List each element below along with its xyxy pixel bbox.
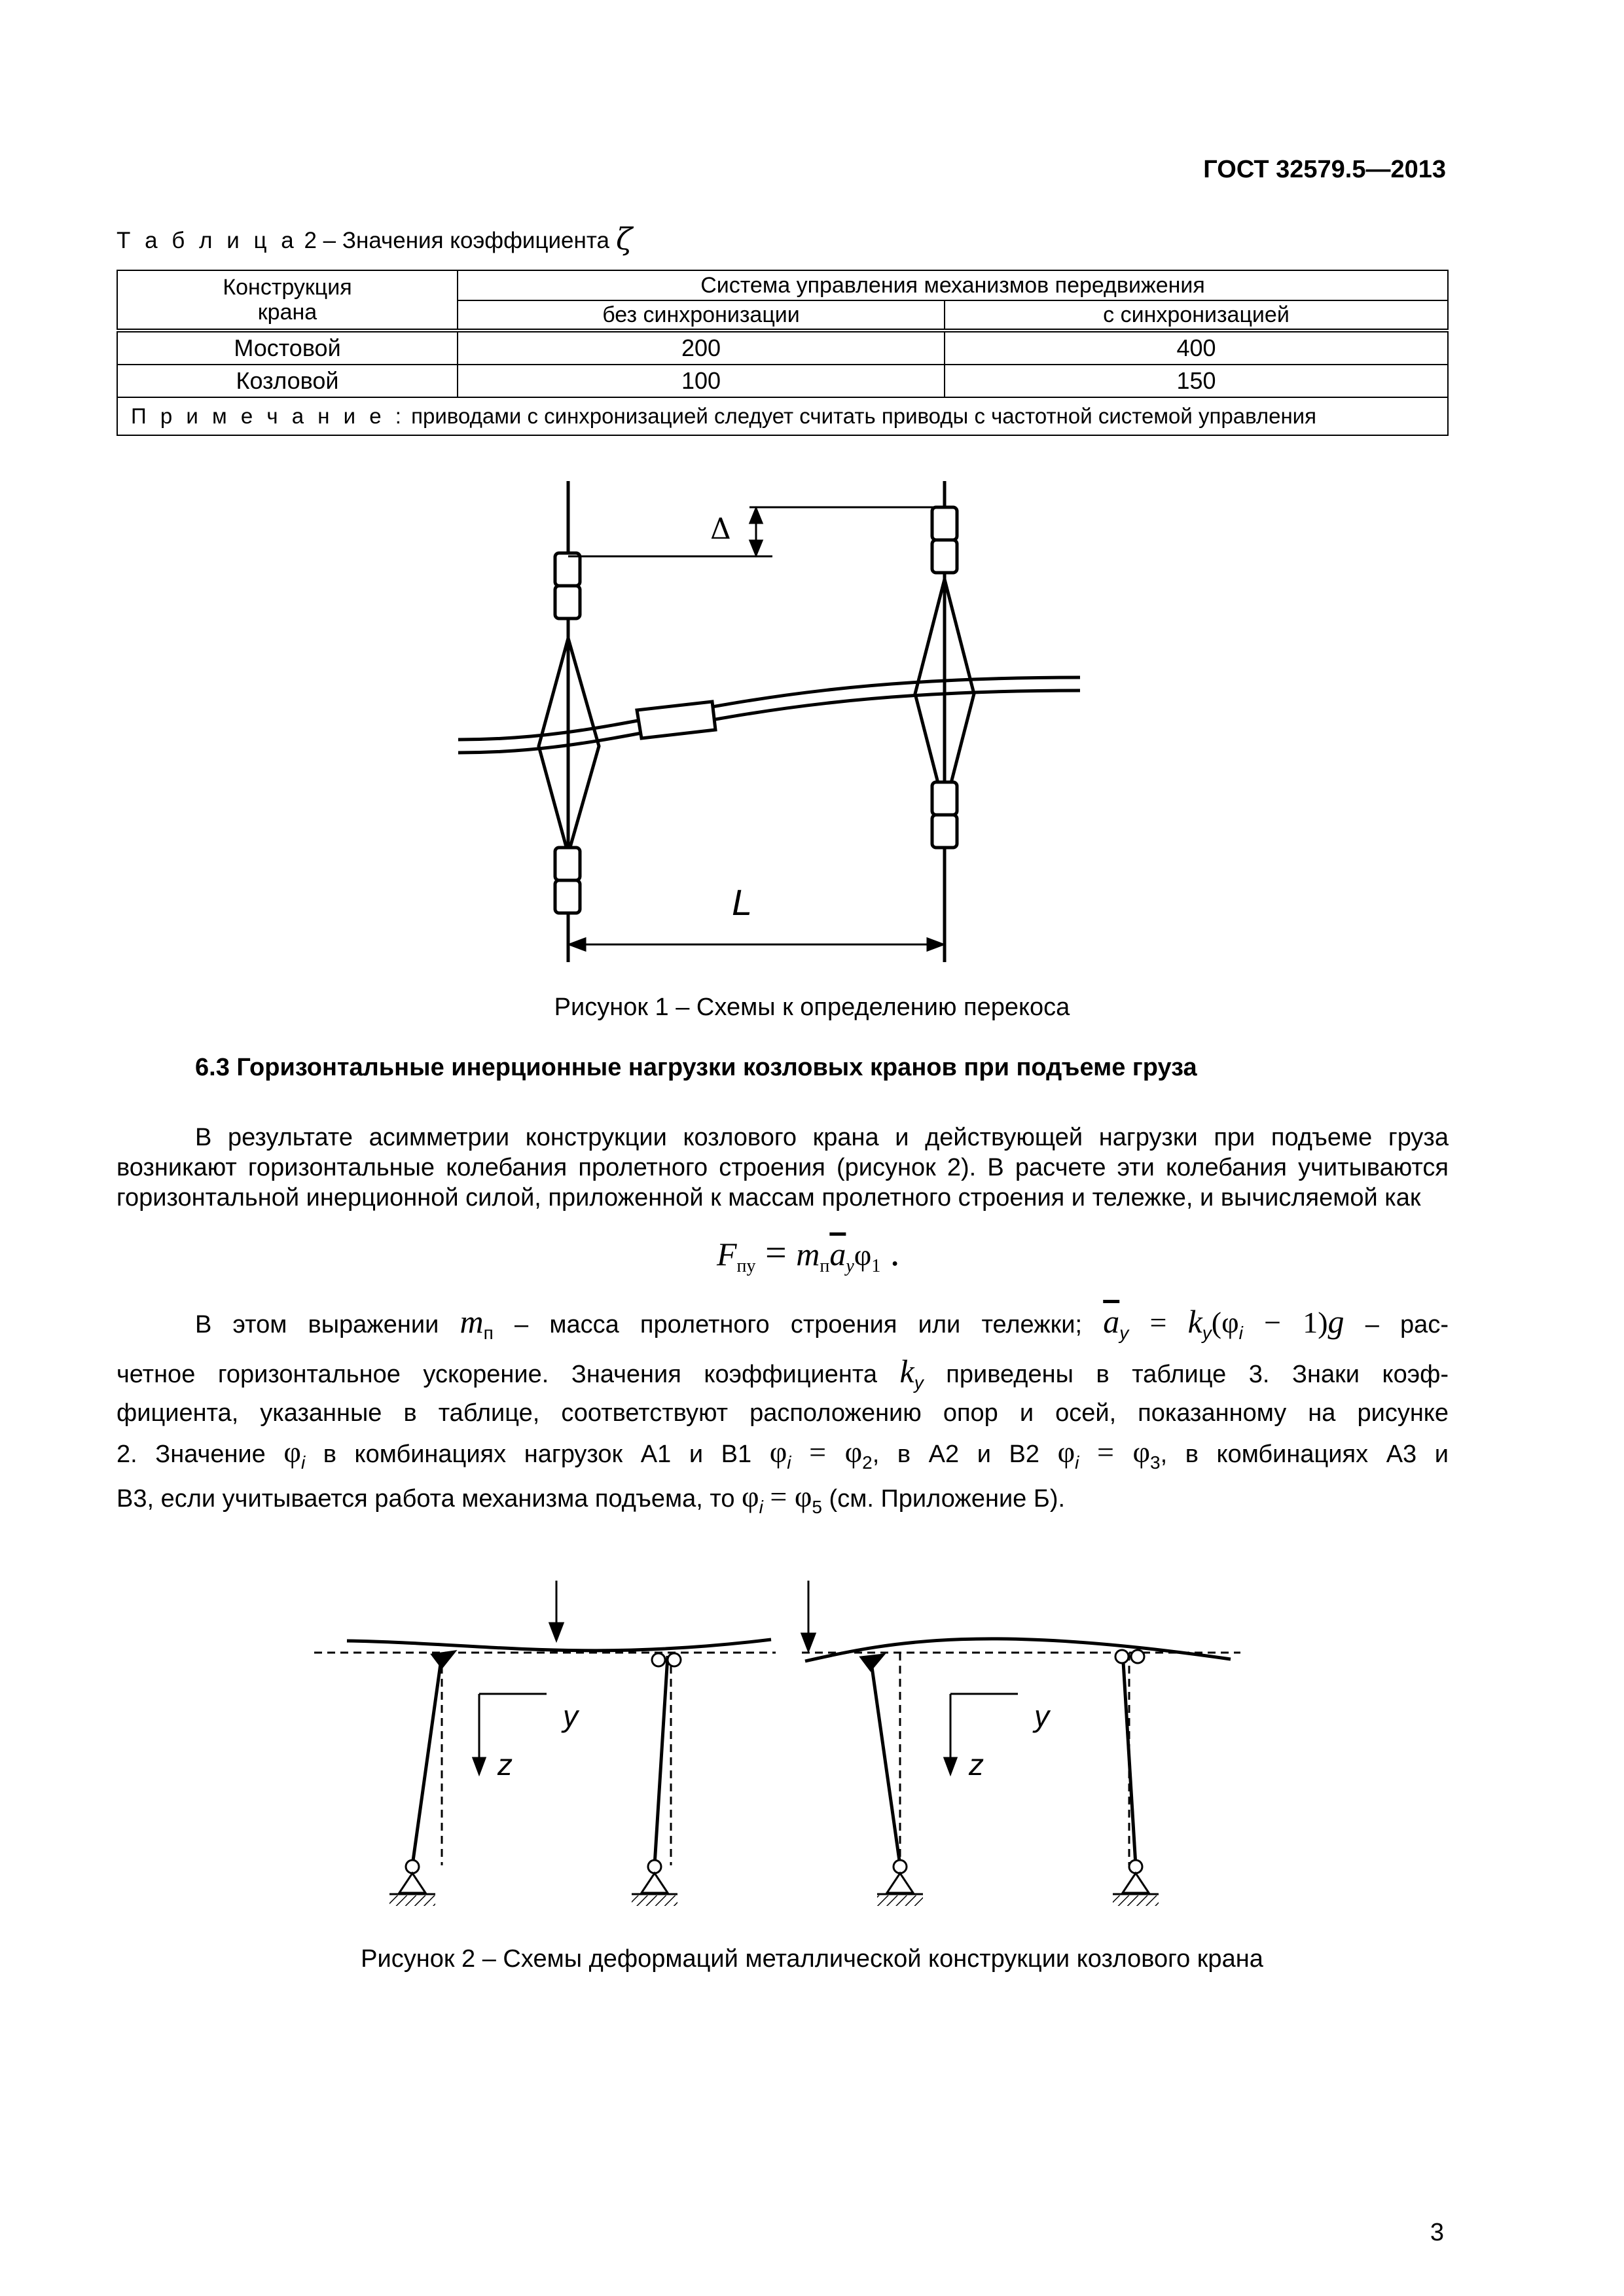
figure1-skew-diagram bbox=[452, 468, 1093, 978]
load-arrow-left bbox=[550, 1623, 563, 1640]
header-control-system: Система управления механизмов передвижения bbox=[458, 270, 1448, 300]
z-axis-label: z bbox=[969, 1748, 984, 1782]
row-value-with-sync: 400 bbox=[945, 331, 1448, 365]
left-wheel-upper-1 bbox=[555, 553, 580, 586]
coefficient-table bbox=[117, 270, 1449, 436]
header-crane-type: Конструкция крана bbox=[117, 270, 458, 331]
support-bases bbox=[389, 1873, 1159, 1906]
row-value-without-sync: 200 bbox=[458, 331, 945, 365]
table-note bbox=[117, 397, 1448, 435]
paragraph-asymmetry: В результате асимметрии конструкции козлового крана и действующей нагрузки при подъеме груза возникают горизонтальные колебания пролетного строения (рисунок 2). В расчете эти колебания учитываются горизонтальной инерционной силой, приложенной к массам пролетного строения и тележке, и вычисляемой как bbox=[117, 1124, 1449, 1211]
note-text: приводами с синхронизацией следует считать приводы с частотной системой управления bbox=[411, 404, 1316, 428]
page-number: 3 bbox=[1430, 2219, 1444, 2246]
length-arrow-right bbox=[928, 939, 943, 950]
right-wheel-lower-1 bbox=[932, 782, 957, 815]
table-note-row bbox=[117, 397, 1448, 435]
delta-label: Δ bbox=[710, 512, 731, 546]
table-row bbox=[117, 365, 1448, 397]
row-crane-type: Козловой bbox=[117, 365, 458, 397]
document-code: ГОСТ 32579.5—2013 bbox=[1203, 156, 1446, 183]
figure2-deformation-diagram bbox=[308, 1577, 1263, 1918]
table-caption-text: 2 – Значения коэффициента bbox=[304, 228, 609, 253]
length-label: L bbox=[732, 882, 753, 923]
table-row bbox=[117, 331, 1448, 365]
section-heading: 6.3 Горизонтальные инерционные нагрузки козловых кранов при подъеме груза bbox=[195, 1054, 1197, 1081]
zeta-symbol: ζ bbox=[615, 221, 632, 257]
right-wheel-upper-1 bbox=[932, 507, 957, 540]
girder-left-deformed bbox=[347, 1640, 771, 1651]
trolley bbox=[637, 702, 715, 738]
table-caption bbox=[117, 221, 632, 257]
table-caption-label: Т а б л и ц а bbox=[117, 228, 298, 253]
length-arrow-left bbox=[569, 939, 585, 950]
right-wheel-upper-2 bbox=[932, 540, 957, 573]
left-wheel-lower-1 bbox=[555, 848, 580, 880]
load-arrow-right bbox=[802, 1634, 815, 1651]
y-axis-label: y bbox=[1034, 1699, 1049, 1733]
row-crane-type: Мостовой bbox=[117, 331, 458, 365]
left-wheel-upper-2 bbox=[555, 586, 580, 619]
rigid-joint-left bbox=[432, 1651, 455, 1668]
rigid-joint-right bbox=[861, 1655, 884, 1670]
delta-arrow-up bbox=[750, 509, 762, 523]
left-wheel-lower-2 bbox=[555, 880, 580, 913]
y-axis-label: y bbox=[563, 1699, 578, 1733]
formula-inertial-force: $F_{пу} = m_п\overline{a}_y\varphi_1$ . bbox=[717, 1231, 900, 1276]
header-with-sync: с синхронизацией bbox=[945, 300, 1448, 331]
row-value-with-sync: 150 bbox=[945, 365, 1448, 397]
header-without-sync: без синхронизации bbox=[458, 300, 945, 331]
rail-upper-line bbox=[458, 677, 1080, 740]
note-label: П р и м е ч а н и е : bbox=[131, 404, 405, 428]
delta-arrow-down bbox=[750, 541, 762, 555]
left-frame-hinged-leg bbox=[655, 1656, 668, 1865]
z-axis-label: z bbox=[497, 1748, 513, 1782]
right-frame-rigid-leg bbox=[871, 1658, 900, 1865]
figure1-caption: Рисунок 1 – Схемы к определению перекоса bbox=[554, 994, 1070, 1021]
z-axis-arrow-right bbox=[945, 1758, 956, 1774]
left-frame-rigid-leg bbox=[412, 1655, 442, 1865]
row-value-without-sync: 100 bbox=[458, 365, 945, 397]
right-wheel-lower-2 bbox=[932, 815, 957, 848]
figure2-caption: Рисунок 2 – Схемы деформаций металлической конструкции козлового крана bbox=[361, 1945, 1263, 1973]
z-axis-arrow-left bbox=[473, 1758, 485, 1774]
